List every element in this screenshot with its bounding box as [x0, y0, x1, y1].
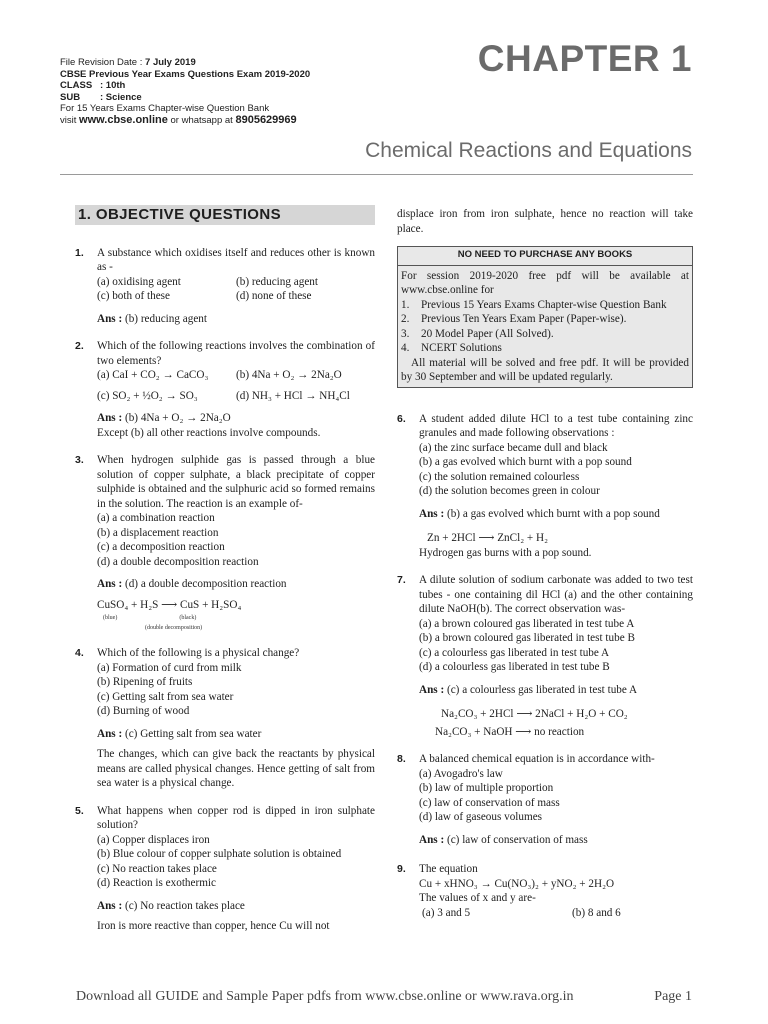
option-c: (c) No reaction takes place [97, 862, 217, 875]
answer-text: (c) Getting salt from sea water [124, 727, 262, 740]
answer [97, 312, 375, 327]
option-c: (c) a decomposition reaction [97, 541, 225, 553]
equation-label-black: (black) [179, 615, 197, 621]
question-8 [397, 752, 693, 847]
option-c: (c) a colourless gas liberated in test tube A [419, 646, 610, 659]
option-d: (d) NH₃ + HCl → NH₄Cl [236, 389, 350, 402]
answer [97, 411, 375, 426]
notice-item: 1. Previous 15 Years Exams Chapter-wise Question Bank [401, 298, 667, 311]
question-4 [75, 646, 375, 791]
question-stem: A student added dilute HCl to a test tube containing zinc granules and made following observations : [419, 412, 693, 439]
option-a: (a) 3 and 5 [422, 906, 471, 919]
equation-label-blue: (blue) [103, 615, 118, 621]
question-stem: A dilute solution of sodium carbonate was added to two test tubes - one containing dil HCl (a) and the other containing dilute NaOH(b). The correct observation was- [419, 574, 693, 615]
answer-text: (b) 4Na + O₂ → 2Na₂O [124, 412, 231, 424]
page-footer [76, 989, 692, 1005]
class-label: CLASS [60, 80, 93, 92]
header-divider [60, 174, 693, 175]
page-number: Page 1 [654, 989, 692, 1004]
equation-label-type: (double decomposition) [145, 625, 203, 631]
option-a: (a) CaI + CO₂ → CaCO₃ [97, 369, 209, 381]
option-d: (d) law of gaseous volumes [419, 811, 543, 823]
notice-item: 2. Previous Ten Years Exam Paper (Paper-wise). [401, 313, 627, 325]
visit-prefix: visit [60, 114, 77, 126]
reaction-equation: Zn + 2HCl ⟶ ZnCl₂ + H₂ [427, 532, 548, 544]
question-number: 8. [397, 753, 406, 765]
explanation: The changes, which can give back the reactants by physical means are called physical changes. Hence getting of salt from sea water is a physical change. [97, 748, 375, 789]
answer-text: (b) reducing agent [124, 312, 207, 325]
option-d: (d) a colourless gas liberated in test tube B [419, 661, 610, 673]
option-a: (a) a brown coloured gas liberated in test tube A [419, 617, 635, 630]
answer [97, 577, 375, 592]
option-b: (b) reducing agent [236, 275, 319, 288]
option-a: (a) Copper displaces iron [97, 833, 210, 846]
left-column [75, 205, 375, 934]
option-b: (b) 4Na + O₂ → 2Na₂O [236, 369, 342, 381]
revision-label: File Revision Date : [60, 57, 146, 68]
chapter-title: Chemical Reactions and Equations [365, 139, 692, 162]
chapter-heading: CHAPTER 1 [477, 38, 692, 79]
question-5 [75, 804, 375, 934]
option-b: (b) Blue colour of copper sulphate solution is obtained [97, 848, 342, 860]
section-heading: 1. OBJECTIVE QUESTIONS [75, 205, 375, 225]
option-b: (b) a gas evolved which burnt with a pop sound [419, 456, 632, 468]
question-9 [397, 862, 693, 920]
option-b: (b) Ripening of fruits [97, 676, 193, 688]
subject-value: : Science [100, 91, 142, 103]
option-b: (b) 8 and 6 [572, 906, 621, 919]
right-column [397, 207, 693, 920]
notice-intro: For session 2019-2020 free pdf will be available at www.cbse.online for [401, 269, 689, 296]
answer [419, 683, 693, 698]
options [97, 368, 375, 403]
question-stem: When hydrogen sulphide gas is passed through a blue solution of copper sulphate, a black precipitate of copper sulphide is obtained and the sulphuric acid so formed remains in the solution. The reaction is an example of- [97, 454, 375, 510]
notice-title: NO NEED TO PURCHASE ANY BOOKS [398, 247, 692, 266]
reaction-equation: Na₂CO₃ + 2HCl ⟶ 2NaCl + H₂O + CO₂ [441, 708, 628, 720]
answer-label: Ans : [97, 312, 123, 325]
answer-label: Ans : [419, 683, 445, 696]
option-d: (d) the solution becomes green in colour [419, 485, 600, 497]
question-7 [397, 573, 693, 739]
footer-download-text: Download all GUIDE and Sample Paper pdfs from www.cbse.online or www.rava.org.in [76, 989, 574, 1004]
promo-notice-box [397, 246, 693, 388]
question-stem: A substance which oxidises itself and reduces other is known as - [97, 246, 375, 273]
subject-label: SUB [60, 91, 81, 103]
options [97, 275, 375, 304]
option-c: (c) both of these [97, 290, 171, 302]
option-c: (c) SO₂ + ½O₂ → SO₃ [97, 389, 198, 402]
question-number: 4. [75, 647, 84, 659]
question-stem: The equation [419, 863, 478, 875]
question-6 [397, 412, 693, 561]
question-stem: Which of the following reactions involves the combination of two elements? [97, 340, 375, 367]
exam-line: CBSE Previous Year Exams Questions Exam 2019-2020 [60, 68, 311, 80]
question-stem: A balanced chemical equation is in accordance with- [419, 753, 655, 765]
answer [419, 507, 693, 522]
option-d: (d) Reaction is exothermic [97, 877, 216, 889]
answer-label: Ans : [97, 412, 123, 424]
whatsapp-prefix: or whatsapp at [170, 114, 233, 126]
option-b: (b) a displacement reaction [97, 526, 219, 539]
answer-text: (c) No reaction takes place [124, 899, 245, 912]
answer-text: (c) a colourless gas liberated in test tube A [446, 683, 638, 696]
answer [97, 727, 375, 742]
question-number: 3. [75, 454, 84, 466]
option-d: (d) none of these [236, 290, 312, 302]
revision-date: 7 July 2019 [145, 57, 196, 68]
notice-footer: All material will be solved and free pdf. It will be provided by 30 September and will be updated regularly. [401, 356, 689, 383]
notice-item: 3. 20 Model Paper (All Solved). [401, 327, 554, 340]
answer-label: Ans : [97, 899, 123, 912]
option-a: (a) oxidising agent [97, 275, 181, 288]
answer-label: Ans : [419, 833, 445, 846]
answer-label: Ans : [97, 578, 123, 590]
answer-label: Ans : [97, 727, 123, 740]
option-d: (d) a double decomposition reaction [97, 555, 259, 568]
option-c: (c) Getting salt from sea water [97, 690, 234, 703]
question-stem: Which of the following is a physical change? [97, 647, 300, 659]
explanation: Iron is more reactive than copper, hence Cu will not [97, 920, 330, 932]
option-a: (a) the zinc surface became dull and black [419, 441, 608, 454]
question-number: 5. [75, 804, 84, 817]
answer [97, 899, 375, 914]
website-link[interactable]: www.cbse.online [79, 113, 168, 126]
answer [419, 833, 693, 848]
class-value: : 10th [100, 80, 126, 92]
option-b: (b) a brown coloured gas liberated in test tube B [419, 632, 635, 644]
explanation: Except (b) all other reactions involve compounds. [97, 426, 321, 439]
notice-item: 4. NCERT Solutions [401, 342, 502, 354]
option-a: (a) Formation of curd from milk [97, 661, 242, 674]
answer-label: Ans : [419, 507, 445, 520]
reaction-equation: Na₂CO₃ + NaOH ⟶ no reaction [435, 725, 585, 738]
explanation-continued: displace iron from iron sulphate, hence no reaction will take place. [397, 208, 693, 235]
option-a: (a) a combination reaction [97, 512, 215, 524]
question-number: 9. [397, 863, 406, 875]
question-number: 6. [397, 412, 406, 425]
option-d: (d) Burning of wood [97, 705, 190, 717]
option-a: (a) Avogadro's law [419, 767, 503, 780]
question-2 [75, 339, 375, 440]
answer-text: (b) a gas evolved which burnt with a pop sound [446, 507, 660, 520]
option-c: (c) law of conservation of mass [419, 796, 560, 809]
bank-line: For 15 Years Exams Chapter-wise Question Bank [60, 103, 270, 115]
reaction-equation: Cu + xHNO₃ → Cu(NO₃)₂ + yNO₂ + 2H₂O [419, 877, 615, 890]
file-info [60, 57, 310, 127]
question-3 [75, 453, 375, 633]
option-b: (b) law of multiple proportion [419, 782, 554, 794]
answer-text: (d) a double decomposition reaction [124, 578, 287, 590]
question-number: 1. [75, 246, 84, 259]
answer-text: (c) law of conservation of mass [446, 833, 588, 846]
question-number: 2. [75, 340, 84, 352]
question-stem-continued: The values of x and y are- [419, 892, 536, 904]
explanation: Hydrogen gas burns with a pop sound. [419, 546, 592, 559]
option-c: (c) the solution remained colourless [419, 470, 580, 483]
options [419, 906, 693, 921]
question-stem: What happens when copper rod is dipped in iron sulphate solution? [97, 804, 375, 831]
reaction-equation: CuSO₄ + H₂S ⟶ CuS + H₂SO₄ [97, 598, 242, 611]
question-1 [75, 246, 375, 327]
question-number: 7. [397, 574, 406, 586]
phone-number: 8905629969 [235, 113, 297, 126]
